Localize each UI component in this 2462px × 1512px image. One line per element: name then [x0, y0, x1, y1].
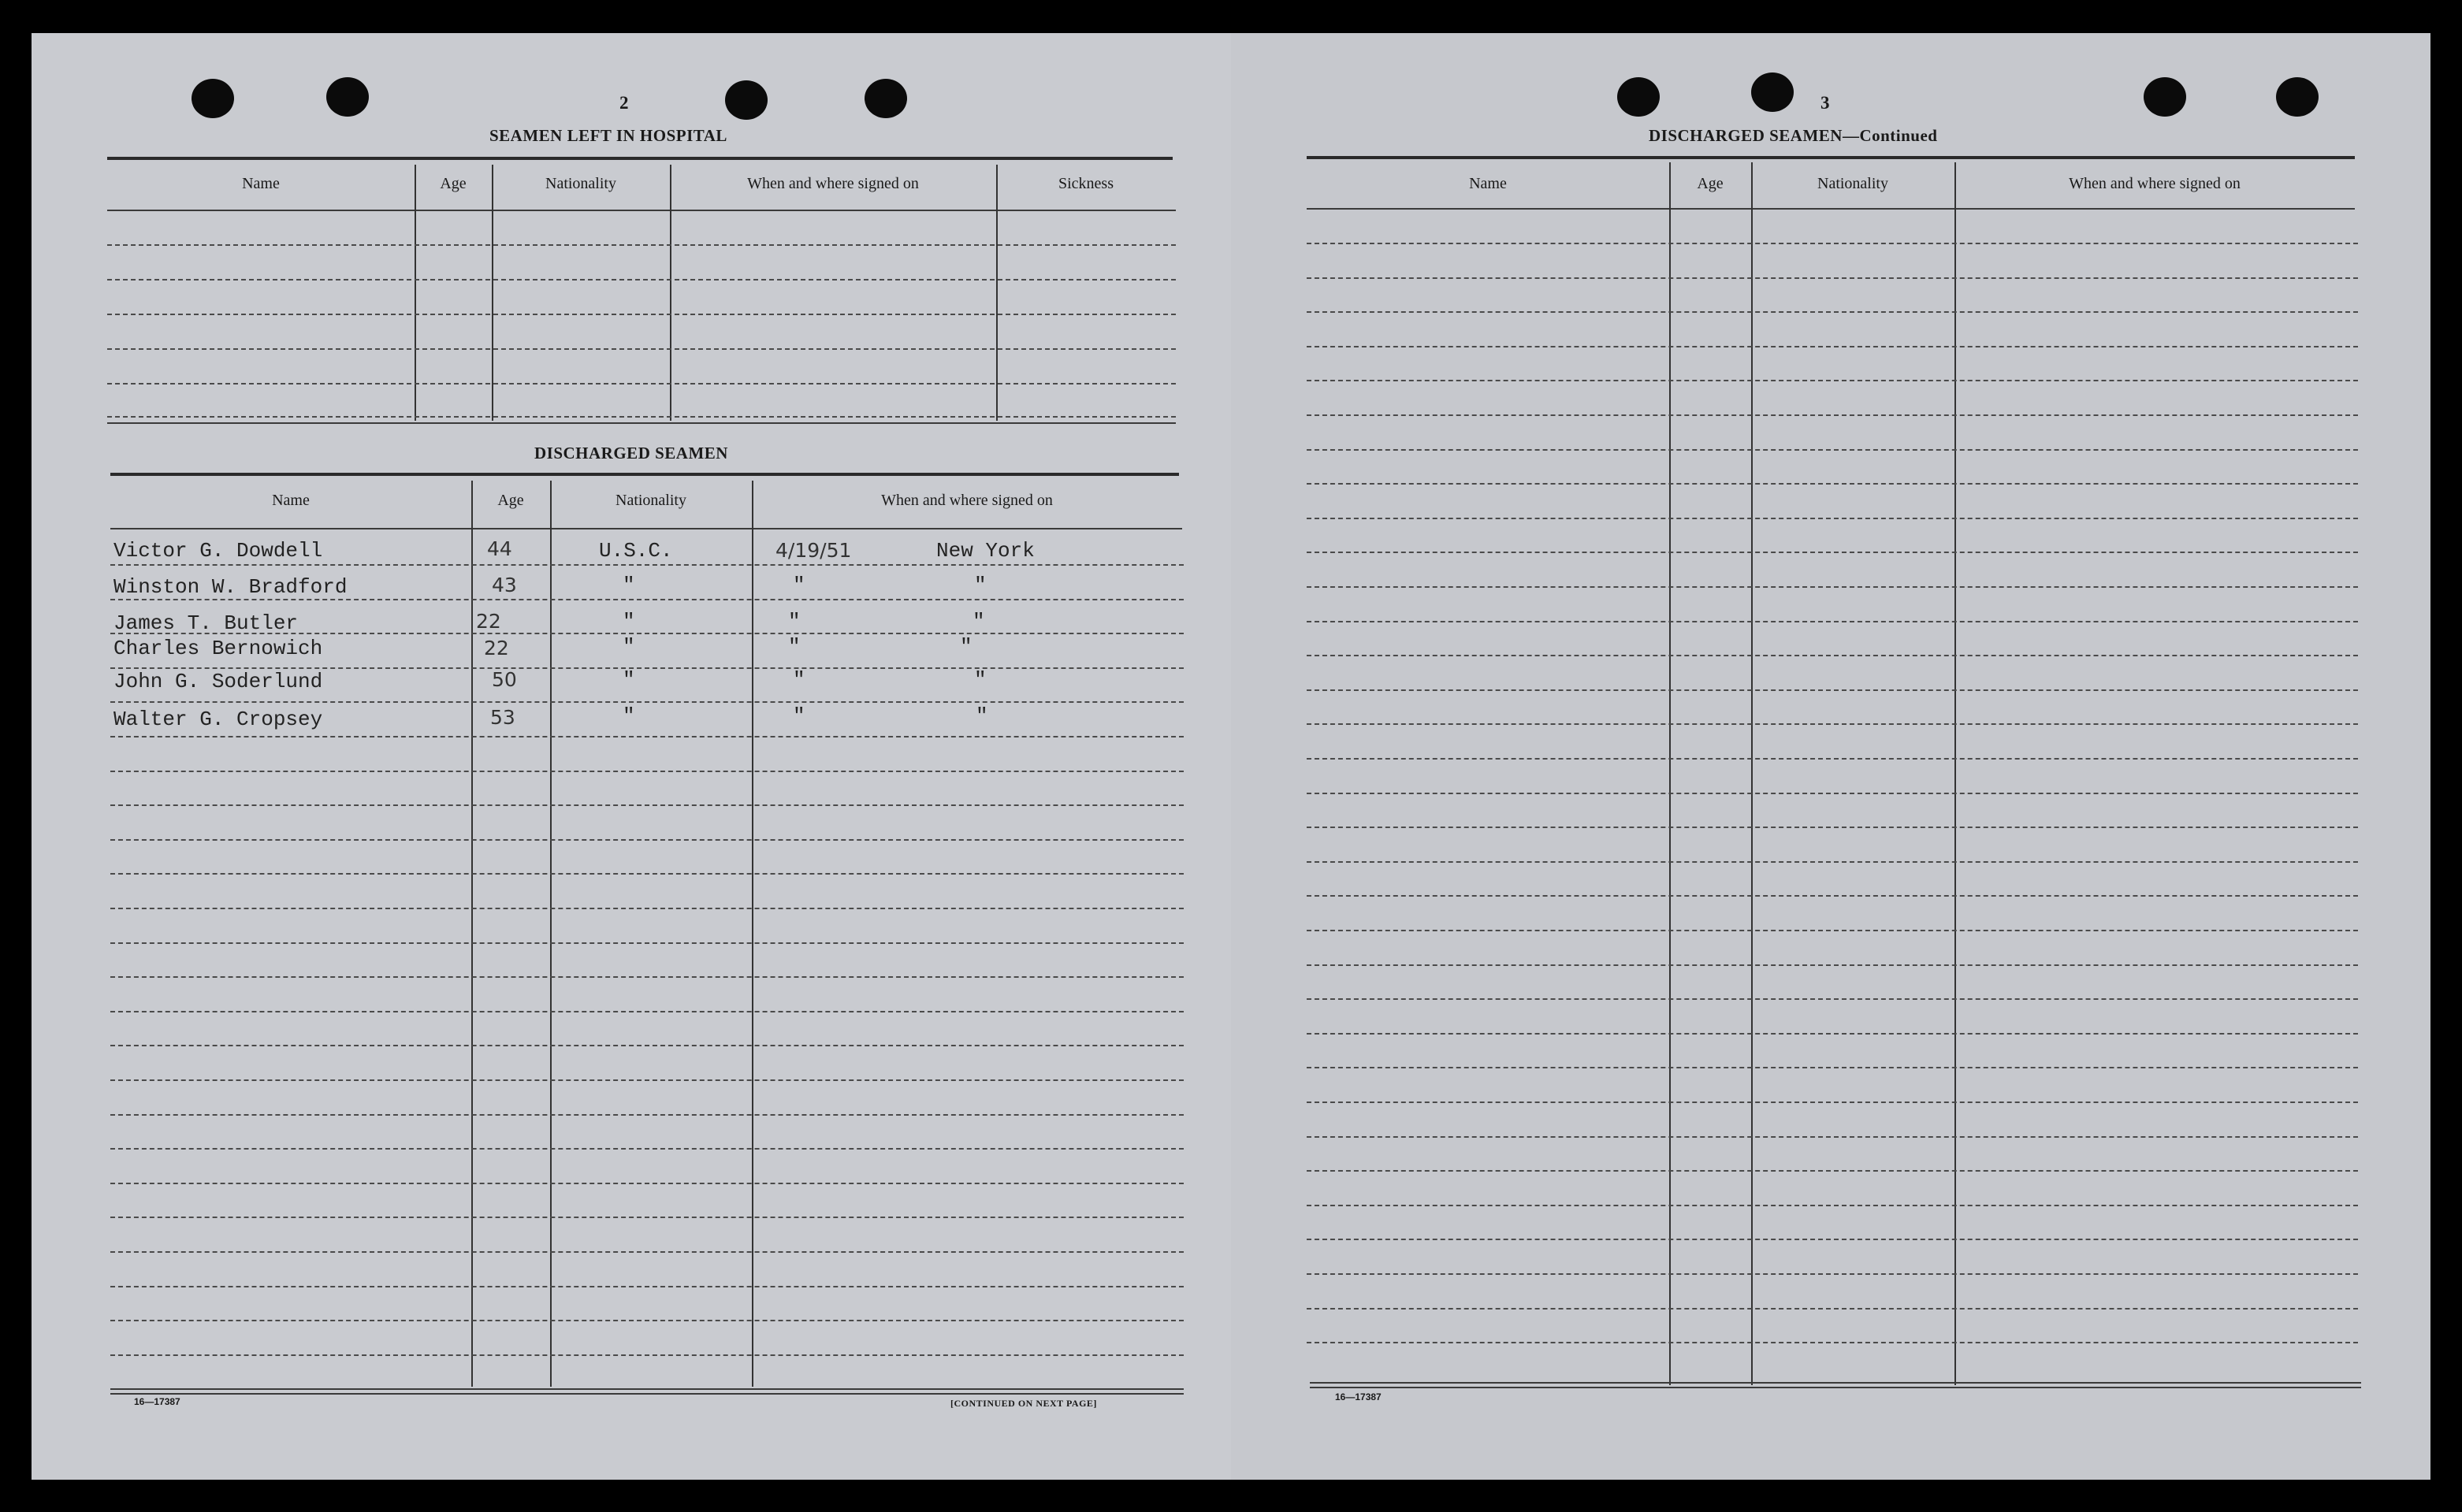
- ledger-row-line: [110, 942, 1184, 944]
- ledger-row-line: [1307, 758, 2358, 760]
- continued-table-top-rule: [1307, 156, 2355, 159]
- punch-hole: [1617, 77, 1660, 117]
- seaman-signed-place: ": [974, 574, 987, 597]
- seaman-signed-date: ": [788, 635, 801, 659]
- continued-table-bottom-rule: [1310, 1387, 2361, 1388]
- ledger-row-line: [1307, 689, 2358, 691]
- ledger-row-line: [1307, 414, 2358, 416]
- ledger-row-line: [1307, 1136, 2358, 1138]
- ledger-row-line: [1307, 1033, 2358, 1035]
- ledger-row-line: [1307, 655, 2358, 656]
- continued-col-when-where: When and where signed on: [2069, 175, 2241, 192]
- ledger-row-line: [110, 1114, 1184, 1116]
- ledger-row-line: [1307, 552, 2358, 553]
- ledger-row-line: [1307, 998, 2358, 1000]
- seaman-age: 50: [492, 668, 517, 691]
- seaman-nationality: U.S.C.: [599, 539, 673, 563]
- hospital-section-title: SEAMEN LEFT IN HOSPITAL: [489, 126, 727, 145]
- hospital-table-top-rule: [107, 157, 1173, 160]
- discharged-section-title: DISCHARGED SEAMEN: [534, 444, 728, 463]
- hospital-row-line: [107, 348, 1176, 350]
- seaman-name: Victor G. Dowdell: [113, 539, 323, 563]
- right-page: [1231, 33, 2430, 1480]
- ledger-row-line: [110, 839, 1184, 841]
- seaman-signed-date: 4/19/51: [775, 539, 852, 562]
- ledger-row-line: [1307, 827, 2358, 828]
- ledger-row-line: [1307, 895, 2358, 897]
- hospital-col-sickness: Sickness: [1058, 175, 1114, 192]
- ledger-row-line: [1307, 483, 2358, 485]
- hospital-col-name: Name: [242, 175, 280, 192]
- hospital-col-age: Age: [440, 175, 467, 192]
- discharged-header-bottom-rule: [110, 528, 1182, 529]
- ledger-row-line: [1307, 243, 2358, 244]
- ledger-row-line: [110, 804, 1184, 806]
- ledger-row-line: [1307, 621, 2358, 622]
- seaman-signed-date: ": [793, 704, 805, 728]
- ledger-row-line: [1307, 518, 2358, 519]
- form-number: 16—17387: [134, 1396, 180, 1407]
- ledger-row-line: [110, 1320, 1184, 1321]
- discharged-col-nationality: Nationality: [616, 492, 686, 509]
- seaman-name: Winston W. Bradford: [113, 575, 348, 599]
- discharged-col-when-where: When and where signed on: [881, 492, 1053, 509]
- ledger-row-line: [110, 599, 1184, 600]
- ledger-row-line: [110, 1011, 1184, 1012]
- seaman-name: Charles Bernowich: [113, 637, 323, 660]
- discharged-table-bottom-rule: [110, 1388, 1184, 1390]
- discharged-col-age: Age: [497, 492, 524, 509]
- seaman-signed-place: ": [960, 635, 973, 659]
- discharged-col-name: Name: [272, 492, 310, 509]
- ledger-row-line: [110, 1045, 1184, 1046]
- ledger-row-line: [110, 564, 1184, 566]
- seaman-age: 43: [492, 574, 517, 596]
- ledger-row-line: [1307, 1101, 2358, 1103]
- continued-section-title: [1649, 126, 1937, 146]
- page-number: 2: [619, 93, 629, 113]
- punch-hole: [2144, 77, 2186, 117]
- seaman-signed-date: ": [793, 668, 805, 692]
- seaman-signed-place: ": [973, 610, 985, 633]
- seaman-nationality: ": [623, 704, 635, 728]
- continued-title-main: DISCHARGED SEAMEN: [1649, 126, 1843, 145]
- punch-hole: [1751, 72, 1794, 112]
- seaman-nationality: ": [623, 668, 635, 692]
- seaman-age: 53: [490, 706, 515, 729]
- seaman-age: 22: [476, 610, 501, 633]
- seaman-signed-place: ": [974, 668, 987, 692]
- hospital-row-line: [107, 314, 1176, 315]
- ledger-row-line: [110, 1251, 1184, 1253]
- seaman-nationality: ": [623, 610, 635, 633]
- seaman-nationality: ": [623, 635, 635, 659]
- ledger-row-line: [110, 771, 1184, 772]
- ledger-row-line: [1307, 586, 2358, 588]
- ledger-row-line: [1307, 1342, 2358, 1343]
- seaman-signed-place: ": [976, 704, 988, 728]
- form-number: 16—17387: [1335, 1391, 1382, 1402]
- ledger-row-line: [110, 1286, 1184, 1287]
- ledger-row-line: [110, 736, 1184, 737]
- ledger-row-line: [1307, 1067, 2358, 1068]
- continued-col-nationality: Nationality: [1817, 175, 1888, 192]
- continued-note: [CONTINUED ON NEXT PAGE]: [950, 1398, 1097, 1409]
- seaman-nationality: ": [623, 574, 635, 597]
- ledger-row-line: [1307, 930, 2358, 931]
- hospital-row-line: [107, 416, 1176, 418]
- ledger-row-line: [1307, 793, 2358, 794]
- punch-hole: [2276, 77, 2319, 117]
- discharged-table-top-rule: [110, 473, 1179, 476]
- seaman-signed-place: New York: [936, 539, 1035, 563]
- left-page: [32, 33, 1231, 1480]
- seaman-name: Walter G. Cropsey: [113, 708, 323, 731]
- ledger-row-line: [1307, 380, 2358, 381]
- seaman-signed-date: ": [793, 574, 805, 597]
- punch-hole: [865, 79, 907, 118]
- hospital-row-line: [107, 279, 1176, 280]
- ledger-row-line: [110, 1079, 1184, 1081]
- continued-col-name: Name: [1469, 175, 1507, 192]
- ledger-row-line: [1307, 1239, 2358, 1240]
- continued-table-bottom-rule: [1310, 1382, 2361, 1384]
- ledger-row-line: [1307, 277, 2358, 279]
- ledger-row-line: [1307, 1205, 2358, 1206]
- ledger-row-line: [110, 701, 1184, 703]
- ledger-row-line: [110, 667, 1184, 669]
- ledger-row-line: [1307, 1273, 2358, 1275]
- seaman-age: 22: [484, 637, 509, 659]
- hospital-row-line: [107, 244, 1176, 246]
- ledger-row-line: [110, 1354, 1184, 1356]
- hospital-row-line: [107, 383, 1176, 385]
- ledger-row-line: [110, 873, 1184, 875]
- continued-header-bottom-rule: [1307, 208, 2355, 210]
- hospital-header-bottom-rule: [107, 210, 1176, 211]
- ledger-row-line: [110, 1148, 1184, 1150]
- punch-hole: [192, 79, 234, 118]
- page-number: 3: [1820, 93, 1830, 113]
- seaman-name: John G. Soderlund: [113, 670, 323, 693]
- ledger-row-line: [1307, 1308, 2358, 1310]
- ledger-row-line: [1307, 861, 2358, 863]
- ledger-row-line: [1307, 723, 2358, 725]
- ledger-row-line: [1307, 449, 2358, 451]
- ledger-row-line: [110, 1217, 1184, 1218]
- discharged-table-bottom-rule: [110, 1393, 1184, 1395]
- hospital-col-nationality: Nationality: [545, 175, 616, 192]
- ledger-row-line: [1307, 311, 2358, 313]
- ledger-row-line: [1307, 1170, 2358, 1172]
- ledger-row-line: [1307, 346, 2358, 347]
- seaman-name: James T. Butler: [113, 611, 299, 635]
- seaman-signed-date: ": [788, 610, 801, 633]
- continued-col-age: Age: [1697, 175, 1724, 192]
- ledger-row-line: [110, 976, 1184, 978]
- ledger-row-line: [110, 908, 1184, 909]
- document-scan: [32, 33, 2430, 1480]
- ledger-row-line: [1307, 964, 2358, 966]
- hospital-col-when-where: When and where signed on: [747, 175, 919, 192]
- punch-hole: [326, 77, 369, 117]
- hospital-table-bottom-rule: [107, 422, 1176, 424]
- continued-title-suffix: —Continued: [1842, 126, 1938, 145]
- punch-hole: [725, 80, 768, 120]
- ledger-row-line: [110, 1183, 1184, 1184]
- seaman-age: 44: [487, 537, 512, 560]
